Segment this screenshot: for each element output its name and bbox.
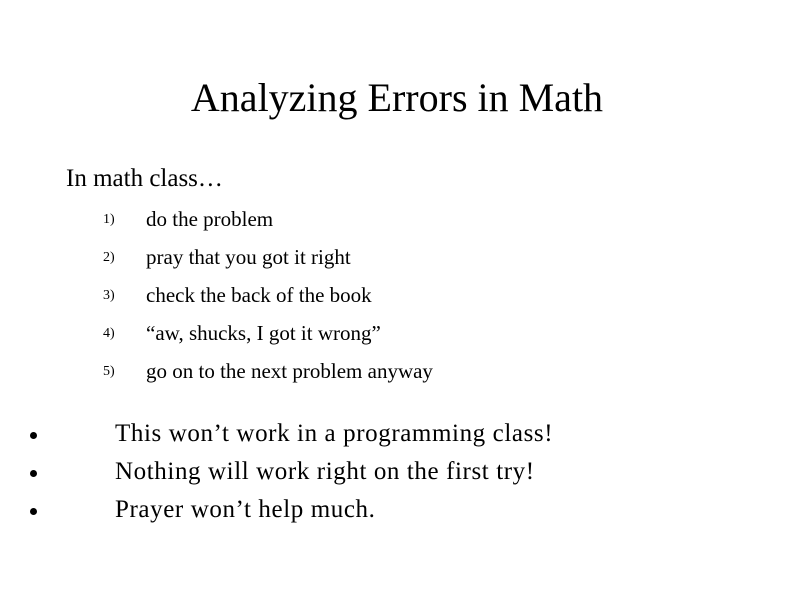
- step-number: 1): [103, 212, 115, 227]
- step-item: [0, 358, 600, 386]
- step-number: 3): [103, 288, 115, 303]
- intro-text: In math class…: [66, 165, 223, 192]
- bullet-item: [0, 455, 700, 491]
- slide-title: Analyzing Errors in Math: [190, 75, 604, 120]
- bullet-text: Nothing will work right on the first try!: [115, 458, 535, 485]
- step-item: [0, 244, 600, 272]
- bullet-dot-icon: [30, 508, 37, 515]
- step-item: [0, 206, 600, 234]
- step-text: “aw, shucks, I got it wrong”: [146, 321, 381, 345]
- bullet-text: Prayer won’t help much.: [115, 496, 376, 523]
- step-item: [0, 320, 600, 348]
- step-text: check the back of the book: [146, 283, 372, 307]
- step-number: 4): [103, 326, 115, 341]
- step-item: [0, 282, 600, 310]
- bullet-dot-icon: [30, 470, 37, 477]
- bullet-text: This won’t work in a programming class!: [115, 420, 554, 447]
- step-number: 2): [103, 250, 115, 265]
- step-number: 5): [103, 364, 115, 379]
- bullet-item: [0, 493, 700, 529]
- bullet-item: [0, 417, 700, 453]
- step-text: go on to the next problem anyway: [146, 359, 433, 383]
- step-text: do the problem: [146, 207, 274, 231]
- step-text: pray that you got it right: [146, 245, 351, 269]
- bullet-dot-icon: [30, 432, 37, 439]
